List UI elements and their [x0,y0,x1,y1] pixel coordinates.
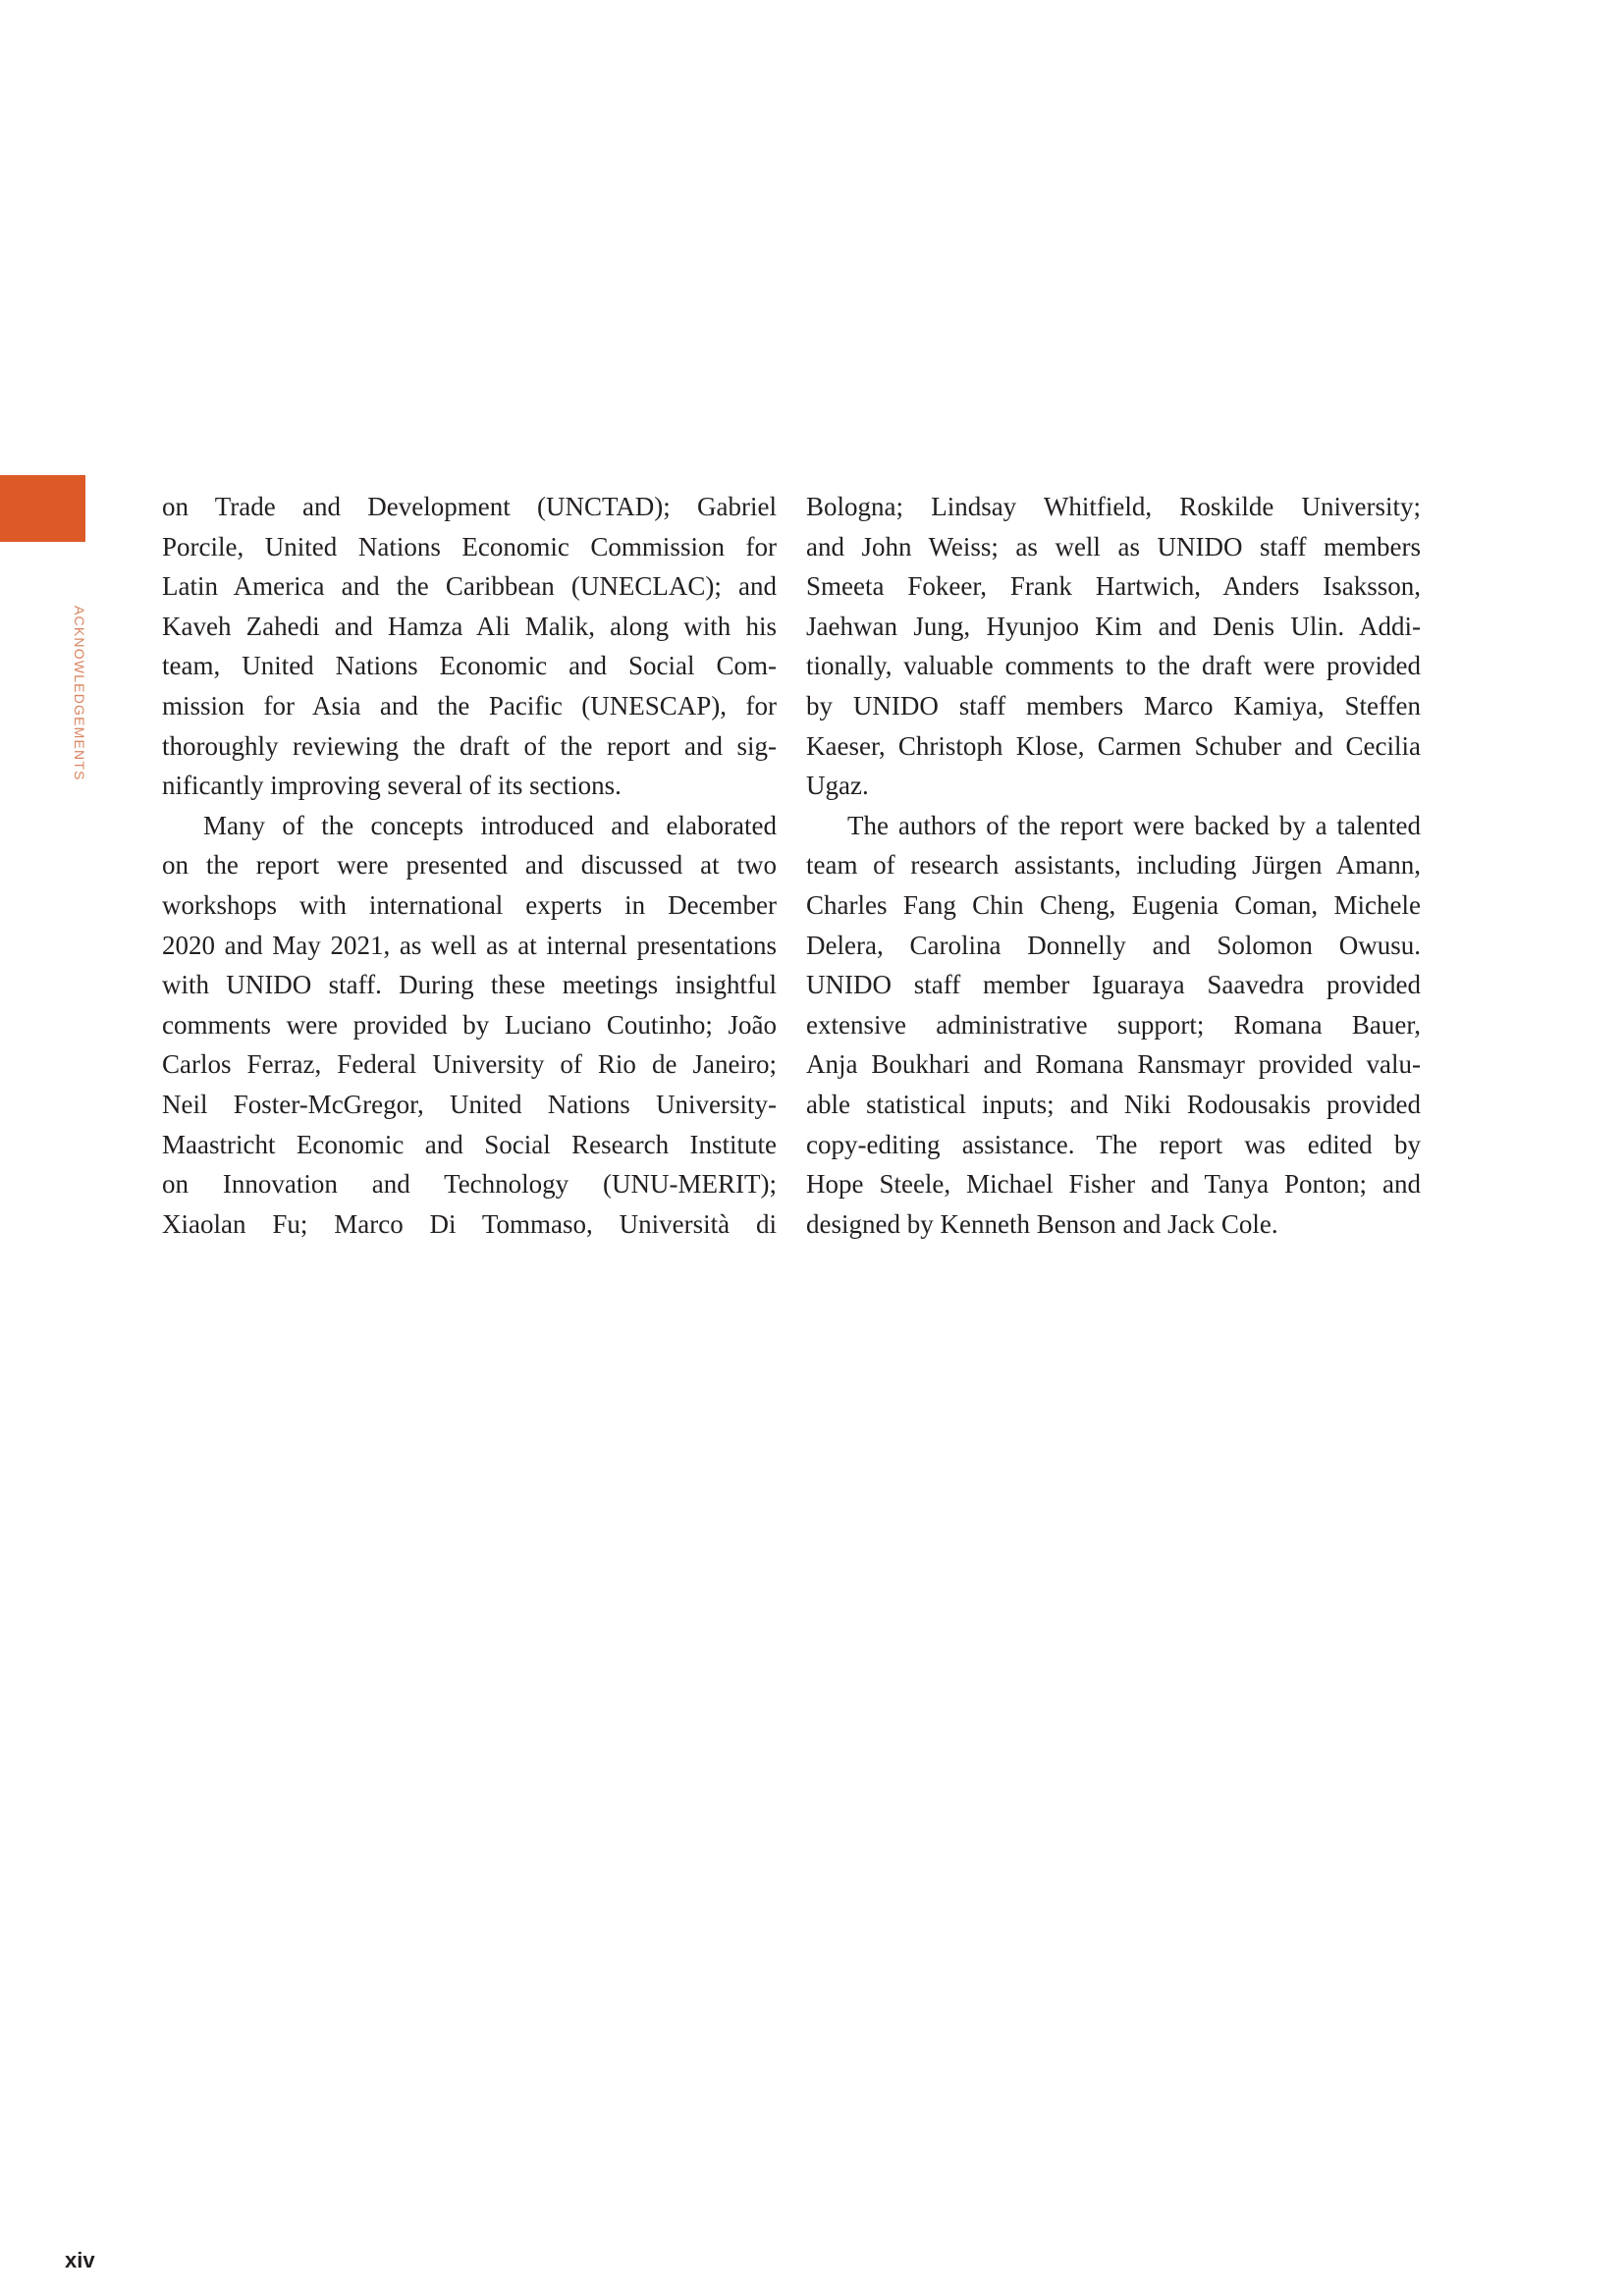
section-label: ACKNOWLEDGEMENTS [72,606,87,781]
text-line: Carlos Ferraz, Federal University of Rio de Janeiro; [162,1049,777,1080]
text-line: comments were provided by Luciano Coutinho; João [162,1009,777,1040]
text-line: UNIDO staff member Iguaraya Saavedra provided [806,970,1421,1000]
text-line: Latin America and the Caribbean (UNECLAC); and [162,571,777,602]
text-line: Charles Fang Chin Cheng, Eugenia Coman, Michele [806,889,1421,920]
text-line: copy-editing assistance. The report was edited by [806,1129,1421,1159]
text-line: tionally, valuable comments to the draft were provided [806,651,1421,681]
text-line: Hope Steele, Michael Fisher and Tanya Ponton; and [806,1169,1421,1200]
paragraph [806,806,1421,1245]
text-line: on Innovation and Technology (UNU-MERIT); [162,1169,777,1200]
text-line: Kaveh Zahedi and Hamza Ali Malik, along with his [162,611,777,641]
text-line: 2020 and May 2021, as well as at internal presentations [162,930,777,960]
text-line: mission for Asia and the Pacific (UNESCAP), for [162,690,777,721]
text-line: thoroughly reviewing the draft of the report and sig- [162,730,777,761]
text-line: Jaehwan Jung, Hyunjoo Kim and Denis Ulin. Addi- [806,611,1421,641]
text-line: Many of the concepts introduced and elaborated [203,810,777,840]
text-line: Bologna; Lindsay Whitfield, Roskilde University; [806,492,1421,521]
text-line: on the report were presented and discussed at two [162,850,777,881]
text-line: team, United Nations Economic and Social Com- [162,651,777,681]
text-line: extensive administrative support; Romana Bauer, [806,1009,1421,1040]
right-column [806,487,1421,1244]
text-line: Xiaolan Fu; Marco Di Tommaso, Università di [162,1208,777,1239]
text-line: Smeeta Fokeer, Frank Hartwich, Anders Isaksson, [806,571,1421,602]
paragraph [162,806,777,1245]
page-number: xiv [65,2248,95,2272]
text-line: team of research assistants, including Jürgen Amann, [806,850,1421,881]
text-line: Porcile, United Nations Economic Commission for [162,531,777,561]
left-column [162,487,777,1244]
text-line: Anja Boukhari and Romana Ransmayr provided valu- [806,1049,1421,1080]
text-line: able statistical inputs; and Niki Rodousakis provided [806,1089,1421,1119]
paragraph [162,487,777,806]
text-line: and John Weiss; as well as UNIDO staff members [806,531,1421,561]
text-line: Ugaz. [806,771,869,801]
section-accent-block [0,475,85,542]
text-line: Delera, Carolina Donnelly and Solomon Owusu. [806,930,1421,960]
text-line: Maastricht Economic and Social Research Institute [162,1129,777,1159]
text-line: with UNIDO staff. During these meetings insightful [162,970,777,1000]
text-line: workshops with international experts in December [162,889,777,920]
text-line: on Trade and Development (UNCTAD); Gabriel [162,492,777,521]
text-line: The authors of the report were backed by a talented [847,810,1421,840]
text-line: Neil Foster-McGregor, United Nations University- [162,1089,777,1119]
paragraph [806,487,1421,806]
text-line: nificantly improving several of its sections. [162,771,622,801]
text-line: designed by Kenneth Benson and Jack Cole. [806,1208,1278,1239]
text-line: by UNIDO staff members Marco Kamiya, Steffen [806,690,1421,721]
text-line: Kaeser, Christoph Klose, Carmen Schuber and Cecilia [806,730,1421,761]
